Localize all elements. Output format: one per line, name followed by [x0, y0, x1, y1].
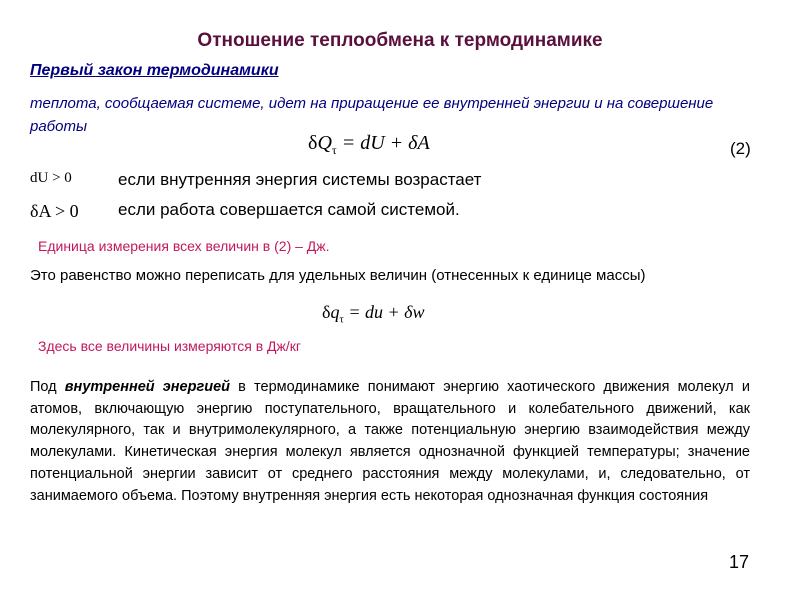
page-number: 17 — [729, 552, 750, 572]
formula2-rhs: = du + δw — [343, 302, 425, 322]
slide-title: Отношение теплообмена к термодинамике — [197, 30, 603, 51]
condition-1-math: dU > 0 — [30, 170, 72, 186]
condition-1-text: если внутренняя энергия системы возрастает — [118, 170, 482, 189]
internal-energy-paragraph — [30, 377, 750, 507]
intro-text: теплота, сообщаемая системе, идет на приращение ее внутренней энергии и на совершение работы — [30, 95, 714, 135]
formula2-delta: δ — [322, 302, 331, 322]
paragraph-emphasis: внутренней энергией — [64, 379, 230, 395]
formula1-rhs: = dU + δA — [336, 132, 430, 154]
paragraph-rest: в термодинамике понимают энергию хаотического движения молекул и атомов, включающую энергию поступательного, вращательного и колебательного движений, как молекулярного, так и внутримолекулярного, а также потенциальную энергию взаимодействия между молекулами. Кинетическая энергия молекул является однозначной функцией температуры; значение потенциальной энергии зависит от среднего расстояния между молекулами, и, следовательно, от занимаемого объема. Поэтому внутренняя энергия есть некоторая однозначная функция состояния — [30, 379, 750, 504]
formula1-Q: Q — [317, 132, 332, 154]
rewrite-note: Это равенство можно переписать для удельных величин (отнесенных к единице массы) — [30, 267, 646, 284]
condition-2-text: если работа совершается самой системой. — [118, 200, 460, 219]
specific-formula — [322, 302, 425, 326]
formula1-delta: δ — [308, 132, 318, 154]
formula2-q: q — [330, 302, 340, 322]
paragraph-lead: Под — [30, 379, 65, 395]
units-note-2: Здесь все величины измеряются в Дж/кг — [38, 338, 302, 354]
first-law-formula — [308, 132, 430, 158]
section-subtitle: Первый закон термодинамики — [30, 62, 279, 79]
units-note-1: Единица измерения всех величин в (2) – Дж. — [38, 238, 330, 254]
formula2-tau: τ — [339, 313, 344, 326]
formula1-tau: τ — [331, 143, 337, 157]
condition-2-math: δA > 0 — [30, 201, 79, 221]
equation-number: (2) — [730, 139, 751, 158]
